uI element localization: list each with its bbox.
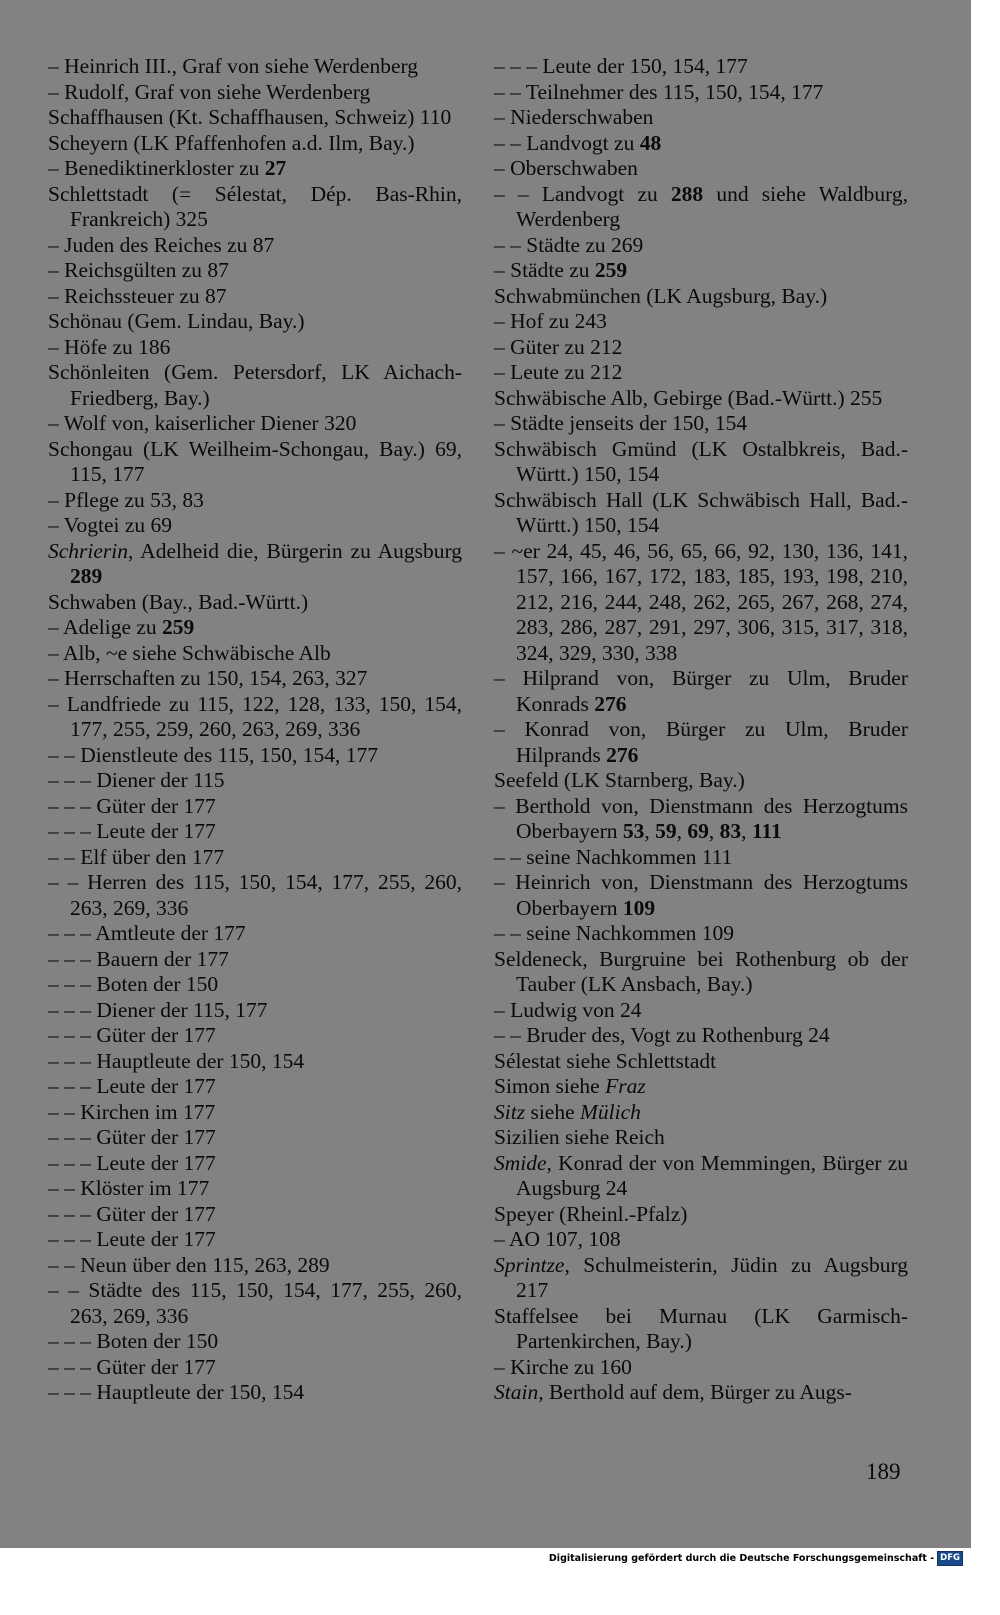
index-entry: – – – Hauptleute der 150, 154: [48, 1048, 305, 1073]
index-entry: – – – Boten der 150: [48, 972, 219, 996]
index-entry: – Reichsgülten zu 87: [48, 258, 229, 282]
index-entry: – ~er 24, 45, 46, 56, 65, 66, 92, 130, 136, 141, 157, 166, 167, 172, 183, 185, 193, 198, 210, 212, 216, 244, 248, 262, 265, 267, 268, 274, 283, 286, 287, 291, 297, 306, 315, 317, 318, 324, 329, 330, 338: [494, 538, 908, 665]
index-entry: Staffelsee bei Murnau (LK Garmisch-Partenkirchen, Bay.): [494, 1303, 908, 1353]
index-entry: – – Städte zu 269: [494, 232, 644, 257]
index-entry: – Ludwig von 24: [494, 997, 642, 1022]
index-entry: Speyer (Rheinl.-Pfalz): [494, 1201, 688, 1226]
index-entry: – Oberschwaben: [494, 156, 638, 180]
index-entry: – Juden des Reiches zu 87: [48, 232, 275, 257]
index-entry: – Städte zu 259: [494, 258, 628, 282]
index-entry: – – – Güter der 177: [48, 1201, 216, 1226]
index-entry: – Vogtei zu 69: [48, 513, 173, 537]
index-entry: Sélestat siehe Schlettstadt: [494, 1048, 717, 1073]
index-entry: – – – Güter der 177: [48, 1354, 216, 1379]
index-entry: Schaffhausen (Kt. Schaffhausen, Schweiz) 110: [48, 105, 452, 129]
index-entry: – Niederschwaben: [494, 105, 654, 129]
index-entry: – Hof zu 243: [494, 309, 607, 333]
index-entry: – – Teilnehmer des 115, 150, 154, 177: [494, 79, 824, 104]
index-entry: – – – Diener der 115: [48, 768, 225, 792]
index-entry: – Landfriede zu 115, 122, 128, 133, 150, 154, 177, 255, 259, 260, 263, 269, 336: [48, 691, 462, 741]
index-entry: – – – Güter der 177: [48, 793, 216, 818]
index-entry: – Städte jenseits der 150, 154: [494, 411, 748, 435]
index-entry: – Rudolf, Graf von siehe Werdenberg: [48, 79, 371, 104]
index-entry: – – – Diener der 115, 177: [48, 997, 268, 1022]
index-entry: Sitz siehe Mülich: [494, 1099, 641, 1124]
index-entry: Stain, Berthold auf dem, Bürger zu Augs-: [494, 1380, 852, 1404]
index-entry: – Alb, ~e siehe Schwäbische Alb: [48, 640, 331, 665]
index-entry: – – seine Nachkommen 111: [494, 844, 733, 869]
index-entry: – Adelige zu 259: [48, 615, 195, 639]
index-entry: Scheyern (LK Pfaffenhofen a.d. Ilm, Bay.): [48, 130, 415, 155]
index-entry: – – – Bauern der 177: [48, 946, 229, 971]
index-entry: – – Städte des 115, 150, 154, 177, 255, 260, 263, 269, 336: [48, 1278, 462, 1328]
index-entry: Simon siehe Fraz: [494, 1074, 646, 1098]
index-entry: Schlettstadt (= Sélestat, Dép. Bas-Rhin, Frankreich) 325: [48, 181, 462, 231]
index-entry: – – – Güter der 177: [48, 1023, 216, 1047]
index-entry: – – Neun über den 115, 263, 289: [48, 1252, 330, 1277]
index-entry: – – Elf über den 177: [48, 844, 225, 869]
index-entry: Schwäbisch Gmünd (LK Ostalbkreis, Bad.-Württ.) 150, 154: [494, 436, 908, 486]
index-entry: Sprintze, Schulmeisterin, Jüdin zu Augsburg 217: [494, 1252, 908, 1302]
index-entry: – – Landvogt zu 288 und siehe Waldburg, Werdenberg: [494, 181, 908, 231]
index-entry: – Hilprand von, Bürger zu Ulm, Bruder Konrads 276: [494, 666, 908, 716]
index-entry: – – Bruder des, Vogt zu Rothenburg 24: [494, 1023, 830, 1047]
index-entry: Schwabmünchen (LK Augsburg, Bay.): [494, 283, 828, 308]
index-entry: Seefeld (LK Starnberg, Bay.): [494, 768, 745, 792]
index-entry: – – Kirchen im 177: [48, 1099, 216, 1124]
index-entry: – Konrad von, Bürger zu Ulm, Bruder Hilprands 276: [494, 717, 908, 767]
index-column-right: [494, 54, 908, 1406]
index-entry: – Leute zu 212: [494, 360, 623, 384]
index-entry: – AO 107, 108: [494, 1227, 621, 1251]
index-entry: Schwäbisch Hall (LK Schwäbisch Hall, Bad.-Württ.) 150, 154: [494, 487, 908, 537]
index-entry: – Pflege zu 53, 83: [48, 487, 204, 512]
index-entry: Schönau (Gem. Lindau, Bay.): [48, 309, 305, 333]
index-entry: – Höfe zu 186: [48, 334, 171, 359]
index-entry: – – seine Nachkommen 109: [494, 921, 735, 945]
index-entry: Schongau (LK Weilheim-Schongau, Bay.) 69, 115, 177: [48, 436, 462, 486]
index-entry: – Berthold von, Dienstmann des Herzogtums Oberbayern 53, 59, 69, 83, 111: [494, 793, 908, 843]
index-entry: – – Klöster im 177: [48, 1176, 210, 1200]
index-entry: Schrierin, Adelheid die, Bürgerin zu Augsburg 289: [48, 538, 462, 588]
index-entry: – – – Leute der 177: [48, 1227, 216, 1251]
index-entry: – Heinrich von, Dienstmann des Herzogtums Oberbayern 109: [494, 870, 908, 920]
index-entry: – Kirche zu 160: [494, 1354, 632, 1379]
index-entry: – Wolf von, kaiserlicher Diener 320: [48, 411, 357, 435]
digitization-footer: [549, 1551, 963, 1565]
dfg-logo-icon: DFG: [937, 1551, 963, 1566]
index-entry: Schwäbische Alb, Gebirge (Bad.-Württ.) 255: [494, 385, 883, 410]
footer-text: Digitalisierung gefördert durch die Deutsche Forschungsgemeinschaft -: [548, 1552, 935, 1564]
index-entry: – – – Amtleute der 177: [48, 921, 246, 945]
page-number: 189: [866, 1459, 901, 1484]
index-entry: Seldeneck, Burgruine bei Rothenburg ob der Tauber (LK Ansbach, Bay.): [494, 946, 908, 996]
index-column-left: [48, 54, 462, 1406]
index-entry: – – – Güter der 177: [48, 1125, 216, 1149]
index-entry: Smide, Konrad der von Memmingen, Bürger zu Augsburg 24: [494, 1150, 908, 1200]
index-entry: – Herrschaften zu 150, 154, 263, 327: [48, 666, 368, 690]
index-entry: Sizilien siehe Reich: [494, 1125, 665, 1149]
index-entry: – – – Leute der 177: [48, 1150, 216, 1175]
index-entry: – Benediktinerkloster zu 27: [48, 156, 287, 180]
index-entry: – – – Hauptleute der 150, 154: [48, 1380, 305, 1404]
index-entry: Schwaben (Bay., Bad.-Württ.): [48, 589, 309, 614]
index-entry: – Heinrich III., Graf von siehe Werdenberg: [48, 54, 419, 78]
index-entry: – – Landvogt zu 48: [494, 130, 662, 155]
index-entry: – – – Leute der 177: [48, 1074, 216, 1098]
index-entry: – – – Leute der 177: [48, 819, 216, 843]
index-entry: – – – Leute der 150, 154, 177: [494, 54, 748, 78]
index-entry: – Reichssteuer zu 87: [48, 283, 227, 308]
index-entry: – Güter zu 212: [494, 334, 623, 359]
index-entry: – – Herren des 115, 150, 154, 177, 255, 260, 263, 269, 336: [48, 870, 462, 920]
index-entry: – – Dienstleute des 115, 150, 154, 177: [48, 742, 379, 767]
index-entry: – – – Boten der 150: [48, 1329, 219, 1353]
index-entry: Schönleiten (Gem. Petersdorf, LK Aichach-Friedberg, Bay.): [48, 360, 462, 410]
